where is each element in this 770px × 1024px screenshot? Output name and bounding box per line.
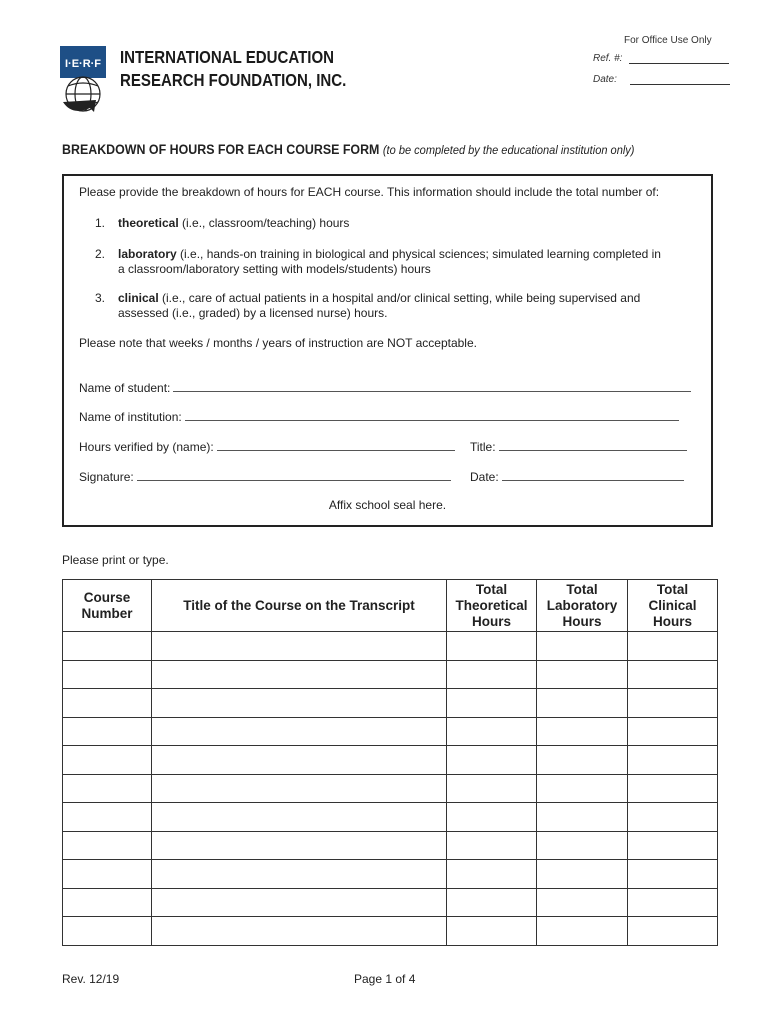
header-course-number bbox=[63, 580, 152, 632]
laboratory-hours-cell[interactable] bbox=[537, 746, 628, 775]
form-title-main: BREAKDOWN OF HOURS FOR EACH COURSE FORM bbox=[62, 142, 380, 157]
institution-name-line[interactable] bbox=[185, 409, 679, 421]
verified-by-label: Hours verified by (name): bbox=[79, 440, 214, 454]
theoretical-hours-cell[interactable] bbox=[447, 831, 537, 860]
theoretical-hours-cell[interactable] bbox=[447, 774, 537, 803]
theoretical-hours-cell[interactable] bbox=[447, 717, 537, 746]
page-number: Page 1 of 4 bbox=[354, 972, 416, 986]
item-desc: (i.e., hands-on training in biological and physical sciences; simulated learning completed in bbox=[176, 247, 661, 261]
course-number-cell[interactable] bbox=[63, 917, 152, 946]
laboratory-hours-cell[interactable] bbox=[537, 831, 628, 860]
theoretical-hours-cell[interactable] bbox=[447, 803, 537, 832]
form-title bbox=[62, 142, 634, 157]
course-number-cell[interactable] bbox=[63, 860, 152, 889]
header-course-title bbox=[152, 580, 447, 632]
sign-date-line[interactable] bbox=[502, 469, 684, 481]
course-title-cell[interactable] bbox=[152, 689, 447, 718]
header-line: Number bbox=[81, 605, 133, 621]
item-theoretical bbox=[118, 216, 687, 231]
laboratory-hours-cell[interactable] bbox=[537, 888, 628, 917]
office-date-label: Date: bbox=[593, 74, 617, 85]
course-number-cell[interactable] bbox=[63, 632, 152, 661]
header-line: Hours bbox=[562, 613, 602, 629]
header-line: Theoretical bbox=[455, 597, 528, 613]
item-number: 3. bbox=[95, 291, 106, 305]
item-laboratory-cont: a classroom/laboratory setting with models/students) hours bbox=[118, 262, 431, 276]
clinical-hours-cell[interactable] bbox=[628, 831, 718, 860]
verified-by-field[interactable] bbox=[79, 439, 455, 454]
table-row bbox=[63, 660, 718, 689]
title-field[interactable] bbox=[470, 439, 687, 454]
revision-label: Rev. 12/19 bbox=[62, 972, 120, 986]
theoretical-hours-cell[interactable] bbox=[447, 888, 537, 917]
sign-date-label: Date: bbox=[470, 470, 499, 484]
item-desc: (i.e., care of actual patients in a hospital and/or clinical setting, while being supervised and bbox=[158, 291, 641, 305]
theoretical-hours-cell[interactable] bbox=[447, 917, 537, 946]
signature-line[interactable] bbox=[137, 469, 451, 481]
header-theoretical-hours bbox=[447, 580, 537, 632]
item-clinical bbox=[118, 291, 687, 306]
item-number: 2. bbox=[95, 247, 106, 261]
clinical-hours-cell[interactable] bbox=[628, 917, 718, 946]
title-line[interactable] bbox=[499, 439, 687, 451]
clinical-hours-cell[interactable] bbox=[628, 746, 718, 775]
course-number-cell[interactable] bbox=[63, 774, 152, 803]
laboratory-hours-cell[interactable] bbox=[537, 717, 628, 746]
clinical-hours-cell[interactable] bbox=[628, 689, 718, 718]
table-row bbox=[63, 860, 718, 889]
table-row bbox=[63, 717, 718, 746]
item-desc: (i.e., classroom/teaching) hours bbox=[178, 216, 350, 230]
item-term: theoretical bbox=[118, 216, 179, 230]
clinical-hours-cell[interactable] bbox=[628, 888, 718, 917]
item-clinical-cont: assessed (i.e., graded) by a licensed nurse) hours. bbox=[118, 306, 388, 320]
clinical-hours-cell[interactable] bbox=[628, 632, 718, 661]
iesf-logo bbox=[60, 46, 106, 116]
intro-text: Please provide the breakdown of hours for EACH course. This information should include the total number of: bbox=[79, 185, 660, 199]
theoretical-hours-cell[interactable] bbox=[447, 660, 537, 689]
theoretical-hours-cell[interactable] bbox=[447, 860, 537, 889]
course-title-cell[interactable] bbox=[152, 774, 447, 803]
header-line: Title of the Course on the Transcript bbox=[183, 597, 415, 613]
laboratory-hours-cell[interactable] bbox=[537, 632, 628, 661]
header-line: Hours bbox=[652, 613, 692, 629]
course-number-cell[interactable] bbox=[63, 831, 152, 860]
instructions-box bbox=[62, 174, 713, 527]
form-title-subtitle: (to be completed by the educational institution only) bbox=[382, 143, 635, 157]
laboratory-hours-cell[interactable] bbox=[537, 860, 628, 889]
office-use-label: For Office Use Only bbox=[624, 35, 712, 46]
signature-label: Signature: bbox=[79, 470, 134, 484]
print-instruction: Please print or type. bbox=[62, 553, 169, 567]
course-number-cell[interactable] bbox=[63, 746, 152, 775]
org-name-line1: INTERNATIONAL EDUCATION bbox=[120, 47, 335, 67]
office-date-field[interactable] bbox=[593, 74, 730, 85]
org-name-line2: RESEARCH FOUNDATION, INC. bbox=[120, 70, 347, 90]
ref-label: Ref. #: bbox=[593, 53, 623, 64]
course-title-cell[interactable] bbox=[152, 917, 447, 946]
table-row bbox=[63, 803, 718, 832]
header-laboratory-hours bbox=[537, 580, 628, 632]
theoretical-hours-cell[interactable] bbox=[447, 632, 537, 661]
item-number: 1. bbox=[95, 216, 106, 230]
title-label: Title: bbox=[470, 440, 496, 454]
header-line: Hours bbox=[471, 613, 511, 629]
ref-number-field[interactable] bbox=[593, 53, 729, 64]
course-number-cell[interactable] bbox=[63, 717, 152, 746]
table-row bbox=[63, 689, 718, 718]
clinical-hours-cell[interactable] bbox=[628, 860, 718, 889]
laboratory-hours-cell[interactable] bbox=[537, 774, 628, 803]
sign-date-field[interactable] bbox=[470, 469, 684, 484]
ref-line[interactable] bbox=[629, 53, 729, 64]
table-row bbox=[63, 774, 718, 803]
course-title-cell[interactable] bbox=[152, 831, 447, 860]
table-body bbox=[63, 632, 718, 946]
course-title-cell[interactable] bbox=[152, 632, 447, 661]
item-laboratory bbox=[118, 247, 687, 262]
table-row bbox=[63, 917, 718, 946]
seal-instruction: Affix school seal here. bbox=[328, 498, 447, 512]
verified-by-line[interactable] bbox=[217, 439, 455, 451]
institution-name-label: Name of institution: bbox=[79, 410, 182, 424]
course-title-cell[interactable] bbox=[152, 746, 447, 775]
laboratory-hours-cell[interactable] bbox=[537, 689, 628, 718]
course-title-cell[interactable] bbox=[152, 717, 447, 746]
theoretical-hours-cell[interactable] bbox=[447, 689, 537, 718]
course-title-cell[interactable] bbox=[152, 660, 447, 689]
clinical-hours-cell[interactable] bbox=[628, 717, 718, 746]
laboratory-hours-cell[interactable] bbox=[537, 803, 628, 832]
header-line: Total bbox=[475, 581, 508, 597]
clinical-hours-cell[interactable] bbox=[628, 803, 718, 832]
table-header-row bbox=[63, 580, 718, 632]
laboratory-hours-cell[interactable] bbox=[537, 917, 628, 946]
office-date-line[interactable] bbox=[630, 74, 730, 85]
clinical-hours-cell[interactable] bbox=[628, 660, 718, 689]
laboratory-hours-cell[interactable] bbox=[537, 660, 628, 689]
institution-name-field[interactable] bbox=[79, 409, 679, 424]
clinical-hours-cell[interactable] bbox=[628, 774, 718, 803]
item-term: laboratory bbox=[118, 247, 177, 261]
note-text: Please note that weeks / months / years of instruction are NOT acceptable. bbox=[79, 336, 477, 350]
logo-text: I·E·R·F bbox=[64, 58, 102, 70]
table-row bbox=[63, 831, 718, 860]
header-clinical-hours bbox=[628, 580, 718, 632]
course-hours-table bbox=[62, 579, 718, 946]
student-name-field[interactable] bbox=[79, 380, 691, 395]
table-row bbox=[63, 888, 718, 917]
signature-field[interactable] bbox=[79, 469, 451, 484]
course-title-cell[interactable] bbox=[152, 860, 447, 889]
header-line: Laboratory bbox=[546, 597, 618, 613]
course-title-cell[interactable] bbox=[152, 888, 447, 917]
header-line: Total bbox=[566, 581, 598, 597]
header-line: Total bbox=[656, 581, 689, 597]
course-number-cell[interactable] bbox=[63, 803, 152, 832]
course-number-cell[interactable] bbox=[63, 689, 152, 718]
header-line: Course bbox=[83, 589, 131, 605]
theoretical-hours-cell[interactable] bbox=[447, 746, 537, 775]
header-line: Clinical bbox=[648, 597, 697, 613]
student-name-line[interactable] bbox=[173, 380, 691, 392]
course-number-cell[interactable] bbox=[63, 888, 152, 917]
table-row bbox=[63, 746, 718, 775]
item-term: clinical bbox=[118, 291, 159, 305]
table-row bbox=[63, 632, 718, 661]
student-name-label: Name of student: bbox=[79, 381, 171, 395]
course-number-cell[interactable] bbox=[63, 660, 152, 689]
course-title-cell[interactable] bbox=[152, 803, 447, 832]
